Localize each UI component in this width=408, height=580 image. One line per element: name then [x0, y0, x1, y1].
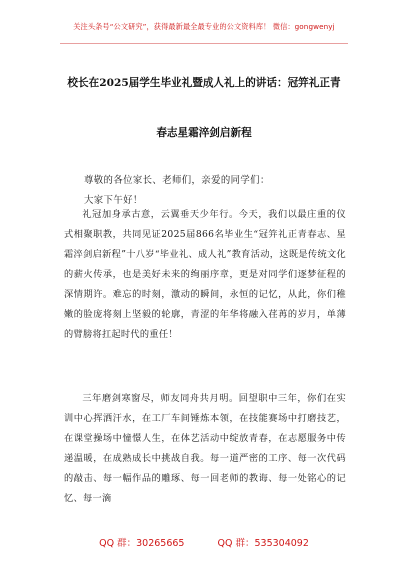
footer-qq-group-1: QQ 群：30265665 — [99, 538, 185, 549]
body-paragraph: 礼冠加身承古意，云翼垂天少年行。今天，我们以最庄重的仪式相聚职教，共同见证2025届866名毕业生“冠笄礼正青春志、星霜淬剑启新程”十八岁“毕业礼、成人礼”教育活动，这既是传统文化的薪火传承，也是美好未来的绚丽序章，更是对同学们逐梦征程的深情期许。难忘的时刻，激动的瞬间，永恒的记忆，从此，你们稚嫩的脸庞将刻上坚毅的轮廓，青涩的年华将融入荏苒的岁月，单薄的臂膀将扛起时代的重任！ — [64, 209, 346, 340]
header-divider — [60, 43, 348, 44]
footer-qq-group-2: QQ 群：535304092 — [217, 538, 309, 549]
footer-contact — [0, 535, 408, 549]
body-paragraph: 三年磨剑寒窗尽，师友同舟共月明。回望职中三年，你们在实训中心挥洒汗水，在工厂车间锤炼本领，在技能赛场中打磨技艺，在课堂操场中憧憬人生，在体艺活动中绽放青春，在志愿服务中传递温暖，在成熟成长中挑战自我。每一道严密的工序、每一次代码的敲击、每一幅作品的雕琢、每一回老师的教诲、每一处铭心的记忆、每一滴 — [64, 393, 346, 504]
greeting: 大家下午好！ — [84, 195, 143, 206]
document-title-line2: 春志星霜淬剑启新程 — [156, 127, 252, 139]
document-title-line1: 校长在2025届学生毕业礼暨成人礼上的讲话：冠笄礼正青 — [67, 77, 341, 89]
header-banner: 关注头条号“公文研究”，获得最新最全最专业的公文资料库！ 微信：gongwenyj — [73, 22, 335, 31]
salutation: 尊敬的各位家长、老师们，亲爱的同学们： — [84, 175, 270, 186]
